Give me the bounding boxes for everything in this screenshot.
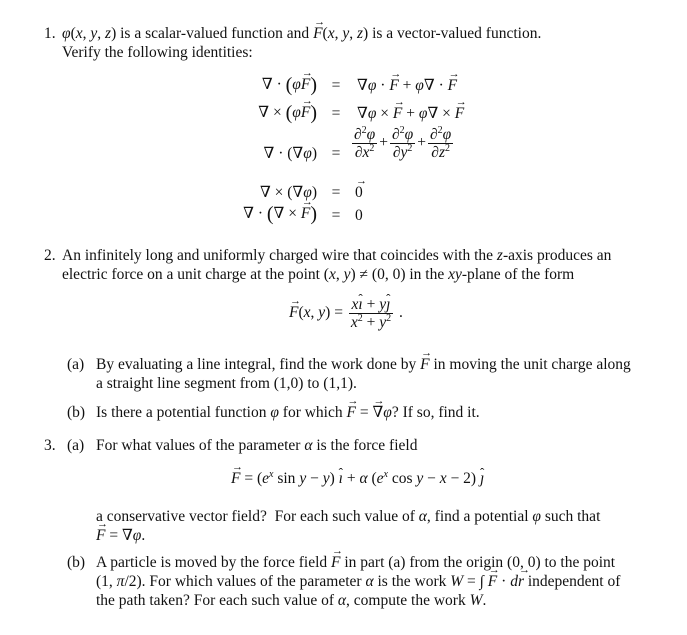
- identity-4-eq: =: [331, 184, 341, 201]
- problem-3a-text-line2: a conservative vector field? For each such value of α, find a potential φ such that: [96, 508, 601, 525]
- problem-3a-text-line3: F → = ∇φ.: [96, 526, 145, 545]
- identity-2-rhs: ∇φ × F → + φ∇ × F →: [357, 104, 464, 123]
- problem-3-number: 3.: [44, 437, 56, 454]
- problem-2b-label: (b): [67, 404, 86, 421]
- identity-1-rhs: ∇φ · F → + φ∇ · F →: [357, 76, 457, 95]
- problem-2a-text-line1: By evaluating a line integral, find the work done by F → in moving the unit charge along: [96, 355, 631, 374]
- identity-3-lhs: ∇ · (∇φ): [263, 145, 317, 162]
- identity-5-lhs: ∇ · (∇ × F →): [177, 204, 317, 224]
- problem-2-text-line1: An infinitely long and uniformly charged wire that coincides with the z-axis produces an: [62, 247, 612, 264]
- identity-5-eq: =: [331, 207, 341, 224]
- identity-2-eq: =: [331, 105, 341, 122]
- problem-3-formula: F → = ($e^x$ sin y − y) ı ˆ + α ($e^x$ cos y − x − 2) ȷ ˆ: [231, 469, 484, 488]
- problem-2a-label: (a): [67, 356, 85, 373]
- problem-3b-text-line2: (1, π/2). For which values of the parameter α is the work W = ∫ F → · dr → independent of: [96, 572, 620, 591]
- problem-3b-text-line1: A particle is moved by the force field F → in part (a) from the origin (0, 0) to the point: [96, 553, 615, 572]
- identity-1-eq: =: [331, 77, 341, 94]
- problem-3b-text-line3: the path taken? For each such value of α, compute the work W.: [96, 592, 487, 609]
- identity-4-lhs: ∇ × (∇φ): [259, 184, 317, 201]
- identity-2-lhs: ∇ × (φF →): [177, 103, 317, 123]
- identity-4-rhs: 0 →: [355, 183, 363, 202]
- identity-5-rhs: 0: [355, 207, 363, 224]
- problem-1-number: 1.: [44, 25, 56, 42]
- identity-3-eq: =: [331, 145, 341, 162]
- problem-2-number: 2.: [44, 247, 56, 264]
- problem-3a-label: (a): [67, 437, 85, 454]
- identity-1-lhs: ∇ · (φF →): [177, 75, 317, 95]
- problem-3a-text-line1: For what values of the parameter α is the force field: [96, 437, 418, 454]
- problem-2-formula: F →(x, y) = $\frac{\text{xı ˆ + yȷ ˆ}}{x^2 + y^2}$ .: [289, 296, 403, 331]
- problem-2-text-line2: electric force on a unit charge at the point (x, y) ≠ (0, 0) in the xy-plane of the form: [62, 266, 575, 283]
- problem-3b-label: (b): [67, 554, 86, 571]
- identity-3-rhs: $\frac{\partial^2\varphi}{\partial x^2}$ + $\frac{\partial^2\varphi}{\partial y^2}$ + $\frac{\partial^2\varphi}{\partial z^2}$: [354, 125, 452, 161]
- problem-1-text-line1: φ(x, y, z) is a scalar-valued function and F →(x, y, z) is a vector-valued function.: [62, 24, 541, 43]
- problem-1-text-line2: Verify the following identities:: [62, 44, 253, 61]
- problem-2b-text-line1: Is there a potential function φ for which F → = ∇ →φ? If so, find it.: [96, 403, 480, 422]
- problem-2a-text-line2: a straight line segment from (1,0) to (1,1).: [96, 375, 357, 392]
